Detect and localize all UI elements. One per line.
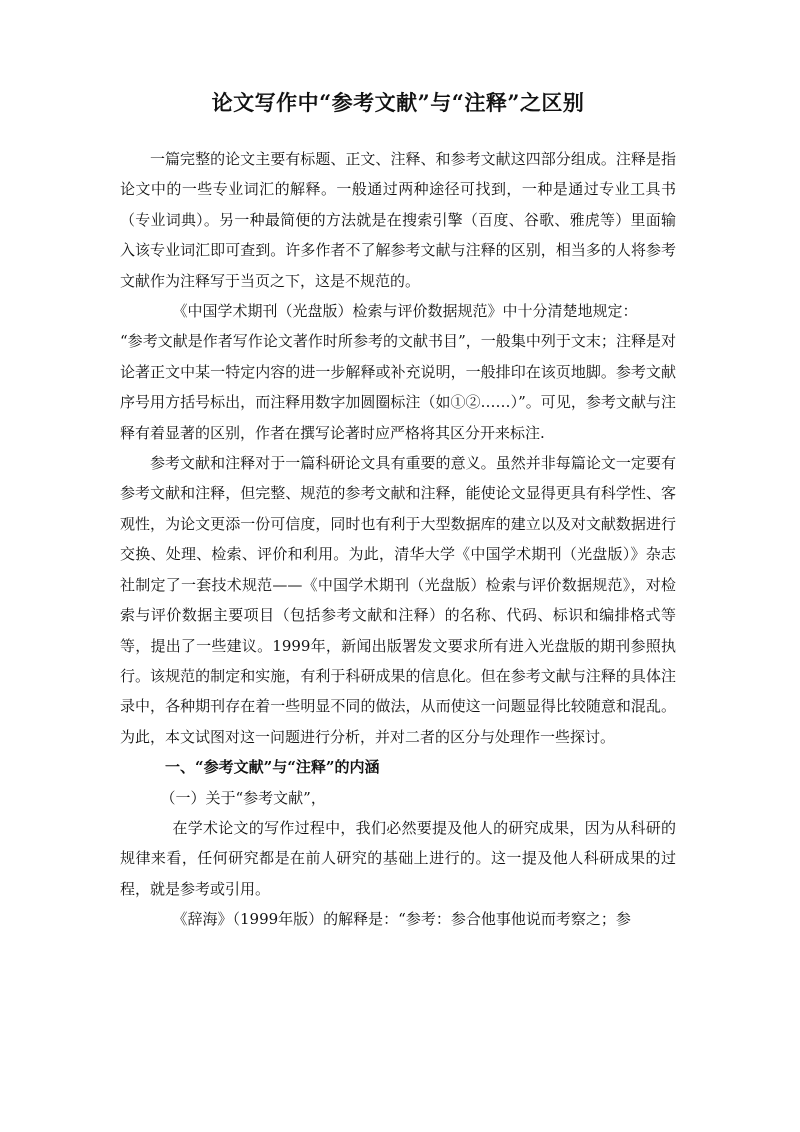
body-paragraph-1: 一篇完整的论文主要有标题、正文、注释、和参考文献这四部分组成。注释是指论文中的一些专业词汇的解释。一般通过两种途径可找到，一种是通过专业工具书（专业词典）。另一种最简便的方法就是在搜索引擎（百度、谷歌、雅虎等）里面输入该专业词汇即可查到。许多作者不了解参考文献与注释的区别，相当多的人将参考文献作为注释写于当页之下，这是不规范的。 (120, 150, 676, 290)
document-title: 论文写作中“参考文献”与“注释”之区别 (211, 90, 585, 115)
body-paragraph-2: 《中国学术期刊（光盘版）检索与评价数据规范》中十分清楚地规定： (172, 302, 638, 321)
section-heading: 一、“参考文献”与“注释”的内涵 (165, 758, 380, 777)
section-paragraph-1: 在学术论文的写作过程中，我们必然要提及他人的研究成果，因为从科研的规律来看，任何研究都是在前人研究的基础上进行的。这一提及他人科研成果的过程，就是参考或引用。 (120, 818, 676, 898)
section-paragraph-2: 《辞海》（1999年版）的解释是：“参考：参合他事他说而考察之；参 (172, 910, 631, 929)
document-page (120, 88, 676, 935)
body-paragraph-4: 参考文献和注释对于一篇科研论文具有重要的意义。虽然并非每篇论文一定要有参考文献和注释，但完整、规范的参考文献和注释，能使论文显得更具有科学性、客观性，为论文更添一份可信度，同时也有利于大型数据库的建立以及对文献数据进行交换、处理、检索、评价和利用。为此，清华大学《中国学术期刊（光盘版）》杂志社制定了一套技术规范——《中国学术期刊（光盘版）检索与评价数据规范》，对检索与评价数据主要项目（包括参考文献和注释）的名称、代码、标识和编排格式等等，提出了一些建议。1999年，新闻出版署发文要求所有进入光盘版的期刊参照执行。该规范的制定和实施，有利于科研成果的信息化。但在参考文献与注释的具体注录中，各种期刊存在着一些明显不同的做法，从而使这一问题显得比较随意和混乱。为此，本文试图对这一问题进行分析，并对二者的区分与处理作一些探讨。 (120, 454, 676, 746)
subsection-heading: （一）关于“参考文献”， (160, 788, 326, 807)
body-paragraph-3: “参考文献是作者写作论文著作时所参考的文献书目”，一般集中列于文末；注释是对论著正文中某一特定内容的进一步解释或补充说明，一般排印在该页地脚。参考文献序号用方括号标出，而注释用数字加圆圈标注（如①②……）”。可见，参考文献与注释有着显著的区别，作者在撰写论著时应严格将其区分开来标注. (120, 332, 676, 442)
